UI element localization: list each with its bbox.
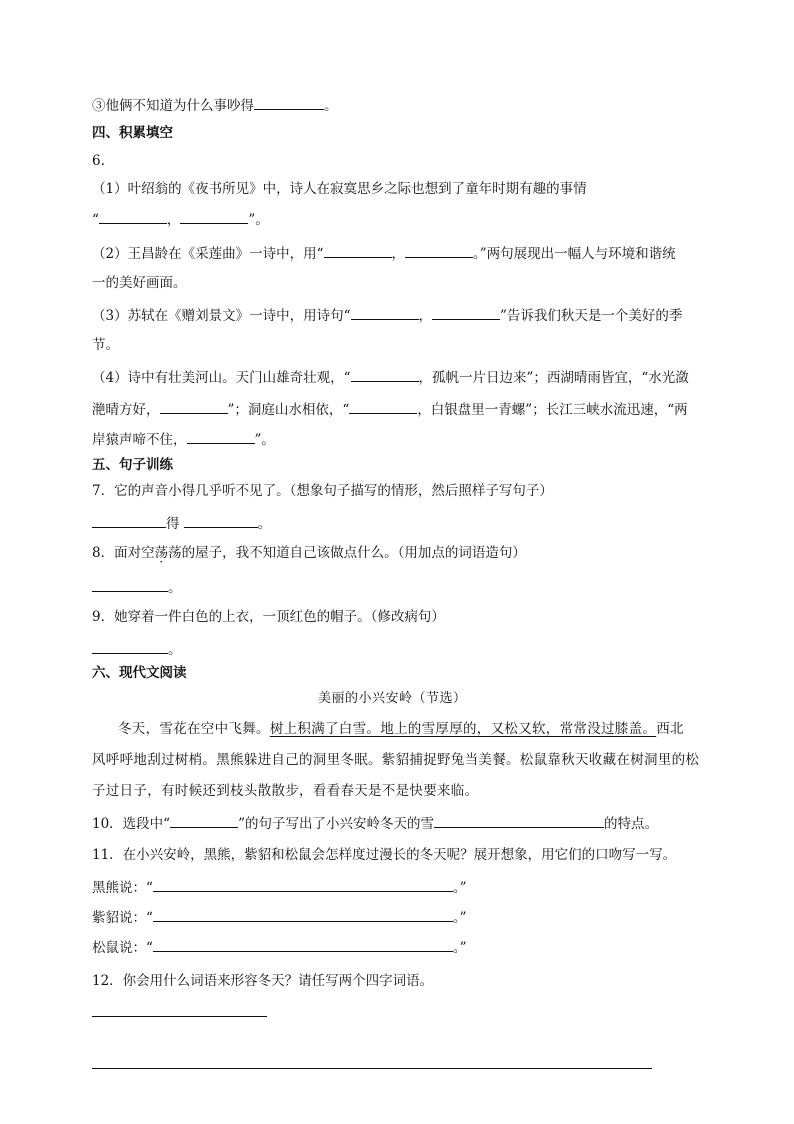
q10-blank-2[interactable] <box>434 814 604 828</box>
q11-squirrel-blank[interactable] <box>153 938 453 952</box>
q6-p1-answer: “ ， ”。 <box>92 212 269 228</box>
q12-answer-line-2[interactable] <box>92 1068 652 1069</box>
q11-bear: 黑熊说：“ 。” <box>92 880 467 896</box>
section-5-heading: 五、句子训练 <box>92 457 173 473</box>
passage-line-3: 子过日子，有时候还到枝头散散步，看看春天是不是快要来临。 <box>92 783 479 799</box>
q7-blank-1[interactable] <box>92 514 166 528</box>
q6-p1-blank-1[interactable] <box>99 210 167 224</box>
q3-3-line <box>92 96 338 115</box>
q11-squirrel: 松鼠说：“ 。” <box>92 940 467 956</box>
passage-line-2: 风呼呼地刮过树梢。黑熊躲进自己的洞里冬眠。紫貂捕捉野兔当美餐。松鼠靠秋天收藏在树洞里的松 <box>92 752 700 768</box>
q6-p4-blank-3[interactable] <box>349 400 417 414</box>
q6-p4-blank-1[interactable] <box>351 368 419 382</box>
q6-p4b: 滟晴方好， ”；洞庭山水相依，“ ，白银盘里一青螺”；长江三峡水流迅速，“两 <box>92 402 688 418</box>
q6-number: 6. <box>92 153 105 169</box>
q11-sable-blank[interactable] <box>153 908 453 922</box>
q6-p3-blank-1[interactable] <box>351 306 419 320</box>
q7-blank-2[interactable] <box>184 514 258 528</box>
q9-answer: 。 <box>92 640 182 659</box>
q6-p3-blank-2[interactable] <box>432 306 500 320</box>
q6-p4-blank-4[interactable] <box>187 430 255 444</box>
q6-p1-blank-2[interactable] <box>180 210 248 224</box>
q6-p3b: 节。 <box>92 337 119 353</box>
q8-dotted-word: 空荡荡 <box>141 545 182 561</box>
q6-p4c: 岸猿声啼不住， ”。 <box>92 432 275 448</box>
q9-text: 9．她穿着一件白色的上衣，一顶红色的帽子。（修改病句） <box>92 609 445 625</box>
section-4-heading: 四、积累填空 <box>92 125 173 141</box>
q7-text: 7．它的声音小得几乎听不见了。（想象句子描写的情形，然后照样子写句子） <box>92 483 553 499</box>
passage-underlined-sentence: 树上积满了白雪。地上的雪厚厚的，又松又软，常常没过膝盖。 <box>269 721 657 737</box>
q8-blank[interactable] <box>92 578 168 592</box>
q11-text: 11．在小兴安岭，黑熊，紫貂和松鼠会怎样度过漫长的冬天呢？展开想象，用它们的口吻写一写。 <box>92 847 677 863</box>
q11-sable: 紫貂说：“ 。” <box>92 910 467 926</box>
q6-p2-blank-1[interactable] <box>324 244 392 258</box>
q12-answer-line-1[interactable] <box>92 1016 267 1017</box>
q6-p2b: 一的美好画面。 <box>92 275 187 291</box>
q6-p4-blank-2[interactable] <box>160 400 228 414</box>
q12-text: 12．你会用什么词语来形容冬天？请任写两个四字词语。 <box>92 973 434 989</box>
passage-title: 美丽的小兴安岭（节选） <box>318 691 467 706</box>
q11-bear-blank[interactable] <box>153 878 453 892</box>
passage-line-1: 冬天，雪花在空中飞舞。树上积满了白雪。地上的雪厚厚的，又松又软，常常没过膝盖。西北 <box>118 721 684 737</box>
q6-p1: （1）叶绍翁的《夜书所见》中，诗人在寂寞思乡之际也想到了童年时期有趣的事情 <box>92 181 587 197</box>
q3-3-blank[interactable] <box>254 96 324 110</box>
q6-p3: （3）苏轼在《赠刘景文》一诗中，用诗句“ ， ”告诉我们秋天是一个美好的季 <box>92 308 683 324</box>
q9-blank[interactable] <box>92 640 168 654</box>
q6-p2-blank-2[interactable] <box>405 244 473 258</box>
q8-text: 8．面对空荡荡的屋子，我不知道自己该做点什么。（用加点的词语造句） <box>92 545 526 561</box>
q6-p2: （2）王昌龄在《采莲曲》一诗中，用“ ， 。”两句展现出一幅人与环境和谐统 <box>92 246 676 262</box>
q10-blank-1[interactable] <box>170 814 238 828</box>
q8-answer: 。 <box>92 578 182 597</box>
q10-text: 10．选段中“ ”的句子写出了小兴安岭冬天的雪 的特点。 <box>92 816 658 832</box>
q3-3-end: 。 <box>324 98 338 114</box>
q3-3-text: ③他俩不知道为什么事吵得 <box>92 98 254 114</box>
q6-p4: （4）诗中有壮美河山。天门山雄奇壮观，“ ，孤帆一片日边来”；西湖晴雨皆宜，“水光潋 <box>92 370 689 386</box>
section-6-heading: 六、现代文阅读 <box>92 665 187 681</box>
q7-answer: 得 。 <box>92 514 271 533</box>
